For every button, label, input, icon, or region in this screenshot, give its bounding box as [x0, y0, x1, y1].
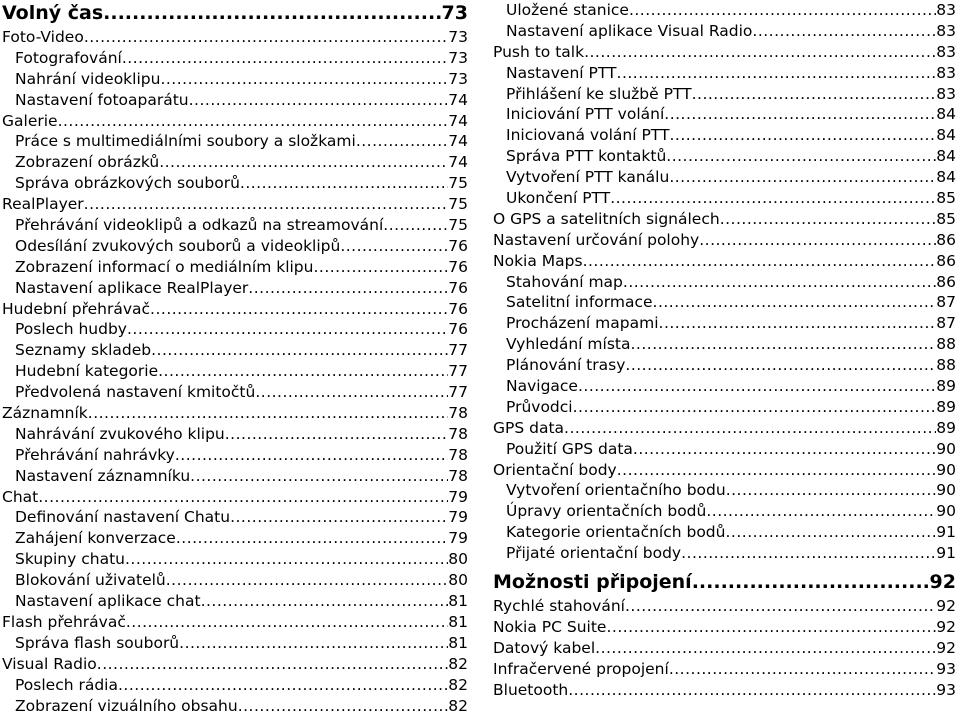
toc-entry-title: GPS data	[493, 418, 565, 437]
heading-page-number: 92	[929, 571, 956, 594]
dot-leader	[669, 125, 936, 146]
dot-leader	[383, 215, 448, 236]
toc-entry-page-number: 77	[448, 341, 468, 360]
toc-entry	[2, 549, 468, 570]
dot-leader	[578, 376, 936, 397]
dot-leader	[150, 299, 448, 320]
section-heading-moznosti-pripojeni	[493, 569, 956, 595]
toc-entry	[493, 0, 956, 21]
toc-entry-page-number: 76	[448, 320, 468, 339]
toc-entry	[2, 131, 468, 152]
toc-entry-page-number: 80	[448, 571, 468, 590]
toc-entry-page-number: 78	[448, 445, 468, 464]
toc-entry-page-number: 89	[936, 418, 956, 437]
toc-entry	[2, 507, 468, 528]
dot-leader	[692, 84, 937, 105]
dot-leader	[151, 340, 448, 361]
dot-leader	[175, 445, 448, 466]
section-heading-volny-cas	[2, 0, 468, 26]
dot-leader	[160, 69, 448, 90]
toc-entry	[2, 528, 468, 549]
toc-entry-title: Orientační body	[493, 460, 617, 479]
toc-entry-title: Zahájení konverzace	[15, 529, 176, 548]
toc-entry	[2, 48, 468, 69]
toc-entry	[493, 146, 956, 167]
toc-entry-page-number: 81	[448, 592, 468, 611]
toc-entry-title: Vytvoření PTT kanálu	[506, 168, 670, 187]
toc-entry-page-number: 88	[936, 356, 956, 375]
toc-entry	[493, 439, 956, 460]
toc-entry-title: Nastavení PTT	[506, 63, 617, 82]
toc-entry-page-number: 76	[448, 278, 468, 297]
dot-leader	[189, 90, 449, 111]
dot-leader	[625, 596, 936, 617]
toc-entry-title: Infračervené propojení	[493, 659, 669, 678]
toc-entry	[493, 230, 956, 251]
dot-leader	[706, 501, 936, 522]
toc-entry-page-number: 91	[936, 544, 956, 563]
toc-entry	[493, 167, 956, 188]
heading-title: Možnosti připojení	[493, 571, 692, 594]
toc-entry-page-number: 80	[448, 550, 468, 569]
toc-entry-title: Správa obrázkových souborů	[15, 174, 240, 193]
dot-leader	[720, 209, 937, 230]
toc-entry-title: Hudební přehrávač	[2, 299, 151, 318]
toc-entry-title: Kategorie orientačních bodů	[506, 523, 726, 542]
toc-entry-page-number: 93	[936, 680, 956, 699]
toc-entry-page-number: 75	[448, 174, 468, 193]
dot-leader	[38, 487, 448, 508]
toc-entry-page-number: 89	[936, 397, 956, 416]
toc-entry-title: Poslech rádia	[15, 675, 118, 694]
toc-entry-title: Správa PTT kontaktů	[506, 147, 667, 166]
toc-entry-page-number: 91	[936, 523, 956, 542]
toc-entry-title: Záznamník	[2, 404, 88, 423]
dot-leader	[584, 42, 936, 63]
toc-entry-page-number: 92	[936, 617, 956, 636]
dot-leader	[201, 591, 449, 612]
toc-entry-title: Zobrazení obrázků	[15, 153, 160, 172]
toc-entry-title: Rychlé stahování	[493, 597, 625, 616]
dot-leader	[248, 278, 448, 299]
toc-entry	[2, 319, 468, 340]
toc-entry-page-number: 83	[936, 1, 956, 19]
toc-entry-title: RealPlayer	[2, 195, 84, 214]
dot-leader	[88, 403, 448, 424]
toc-entry-page-number: 76	[448, 257, 468, 276]
toc-entry-title: Nastavení záznamníku	[15, 466, 191, 485]
toc-entry-title: Přijaté orientační body	[506, 544, 682, 563]
toc-entry-page-number: 82	[448, 675, 468, 694]
toc-entry-title: Přehrávání nahrávky	[15, 445, 175, 464]
toc-entry-title: Foto-Video	[2, 28, 84, 46]
dot-leader	[103, 0, 441, 26]
toc-entry-title: Nokia PC Suite	[493, 617, 607, 636]
toc-entry-title: Navigace	[506, 377, 578, 396]
toc-entry-page-number: 78	[448, 404, 468, 423]
dot-leader	[190, 466, 448, 487]
toc-column-left	[2, 0, 468, 716]
toc-entry-page-number: 93	[936, 659, 956, 678]
dot-leader	[356, 131, 448, 152]
toc-entry-title: Chat	[2, 487, 39, 506]
toc-entry-page-number: 86	[936, 272, 956, 291]
toc-entry	[493, 188, 956, 209]
toc-entry	[2, 633, 468, 654]
dot-leader	[573, 397, 937, 418]
toc-entry-page-number: 86	[936, 230, 956, 249]
dot-leader	[340, 236, 448, 257]
dot-leader	[725, 522, 936, 543]
toc-entry	[2, 382, 468, 403]
toc-entry-title: Nastavení fotoaparátu	[15, 90, 189, 109]
toc-entry-page-number: 90	[936, 481, 956, 500]
dot-leader	[84, 194, 449, 215]
dot-leader	[659, 313, 937, 334]
toc-entry-page-number: 84	[936, 147, 956, 166]
toc-entry-title: Stahování map	[506, 272, 623, 291]
toc-entry-page-number: 84	[936, 168, 956, 187]
dot-leader	[653, 292, 937, 313]
dot-leader	[625, 355, 936, 376]
toc-entry-title: Vytvoření orientačního bodu	[506, 481, 726, 500]
dot-leader	[176, 528, 448, 549]
dot-leader	[606, 617, 936, 638]
toc-entry-title: Úpravy orientačních bodů	[506, 502, 707, 521]
toc-entry-page-number: 74	[448, 132, 468, 151]
toc-entry-title: Iniciování PTT volání	[506, 105, 665, 124]
toc-entry-page-number: 92	[936, 638, 956, 657]
toc-entry-page-number: 77	[448, 362, 468, 381]
toc-entry	[2, 424, 468, 445]
toc-entry-title: Ukončení PTT	[506, 189, 611, 208]
toc-entry-page-number: 86	[936, 251, 956, 270]
dot-leader	[158, 361, 448, 382]
toc-entry-page-number: 73	[448, 69, 468, 88]
toc-entry	[493, 334, 956, 355]
toc-entry	[2, 152, 468, 173]
dot-leader	[630, 334, 936, 355]
toc-entry	[493, 355, 956, 376]
toc-entry-title: Flash přehrávač	[2, 612, 126, 631]
toc-entry	[2, 215, 468, 236]
toc-entry-page-number: 82	[448, 696, 468, 715]
toc-entry	[2, 570, 468, 591]
toc-entry-title: Datový kabel	[493, 638, 596, 657]
toc-entry-page-number: 74	[448, 111, 468, 130]
toc-entry-page-number: 84	[936, 105, 956, 124]
toc-entry	[493, 460, 956, 481]
toc-entry	[493, 84, 956, 105]
toc-entry-page-number: 82	[448, 654, 468, 673]
dot-leader	[726, 480, 937, 501]
dot-leader	[179, 633, 448, 654]
toc-entry-page-number: 73	[448, 28, 468, 46]
dot-leader	[699, 230, 936, 251]
toc-entry	[2, 340, 468, 361]
toc-entry-title: Plánování trasy	[506, 356, 626, 375]
dot-leader	[595, 638, 936, 659]
toc-entry-title: Nahrání videoklipu	[15, 69, 161, 88]
toc-entry	[493, 480, 956, 501]
toc-entry-page-number: 75	[448, 195, 468, 214]
dot-leader	[58, 111, 449, 132]
dot-leader	[681, 543, 936, 564]
toc-entry-title: Přihlášení ke službě PTT	[506, 84, 692, 103]
dot-leader	[230, 507, 448, 528]
dot-leader	[126, 612, 448, 633]
toc-entry-page-number: 85	[936, 189, 956, 208]
toc-entry	[2, 654, 468, 675]
toc-entry	[493, 251, 956, 272]
dot-leader	[752, 21, 936, 42]
toc-entry-title: Visual Radio	[2, 654, 97, 673]
dot-leader	[664, 104, 936, 125]
toc-entry-title: Použití GPS data	[506, 439, 633, 458]
toc-entries-right-top	[493, 0, 956, 564]
toc-entry-title: Odesílání zvukových souborů a videoklipů	[15, 236, 341, 255]
toc-entry	[493, 638, 956, 659]
toc-entry-title: Nastavení aplikace Visual Radio	[506, 21, 753, 40]
toc-entry	[493, 209, 956, 230]
toc-entry-title: Iniciovaná volání PTT	[506, 126, 670, 145]
toc-entry-title: Nastavení určování polohy	[493, 230, 700, 249]
toc-entry-title: Vyhledání místa	[506, 335, 631, 354]
toc-entry	[2, 278, 468, 299]
toc-entry	[2, 299, 468, 320]
dot-leader	[225, 424, 449, 445]
toc-entry-title: Procházení mapami	[506, 314, 659, 333]
toc-entry-title: Průvodci	[506, 397, 573, 416]
toc-entry	[2, 111, 468, 132]
toc-entry-page-number: 88	[936, 335, 956, 354]
dot-leader	[255, 382, 448, 403]
toc-entries-left	[2, 27, 468, 716]
dot-leader	[568, 680, 936, 701]
toc-entry-title: Předvolená nastavení kmitočtů	[15, 383, 256, 402]
toc-entry	[493, 21, 956, 42]
toc-entry-page-number: 90	[936, 460, 956, 479]
toc-entry	[2, 236, 468, 257]
dot-leader	[623, 272, 936, 293]
toc-entry	[493, 42, 956, 63]
dot-leader	[617, 460, 937, 481]
toc-entry	[493, 522, 956, 543]
toc-entry-page-number: 83	[936, 42, 956, 61]
toc-entry-page-number: 90	[936, 439, 956, 458]
toc-entry-title: Fotografování	[15, 48, 122, 67]
toc-entry	[2, 696, 468, 717]
toc-entry-title: Práce s multimediálními soubory a složkami	[15, 132, 356, 151]
toc-entry	[2, 403, 468, 424]
toc-entry-page-number: 87	[936, 314, 956, 333]
toc-entry	[493, 501, 956, 522]
toc-entry-title: Zobrazení informací o mediálním klipu	[15, 257, 314, 276]
toc-entry-page-number: 83	[936, 21, 956, 40]
toc-entry-title: Bluetooth	[493, 680, 569, 699]
toc-entry-page-number: 83	[936, 63, 956, 82]
toc-entry-title: Správa flash souborů	[15, 633, 180, 652]
toc-entry-page-number: 75	[448, 216, 468, 235]
toc-entry	[493, 104, 956, 125]
dot-leader	[692, 569, 930, 595]
toc-entry-page-number: 92	[936, 597, 956, 616]
toc-entry	[2, 69, 468, 90]
dot-leader	[166, 570, 449, 591]
dot-leader	[610, 188, 936, 209]
toc-entry-page-number: 74	[448, 153, 468, 172]
dot-leader	[583, 251, 937, 272]
toc-entry	[2, 612, 468, 633]
dot-leader	[313, 257, 448, 278]
toc-entry	[2, 27, 468, 48]
dot-leader	[240, 173, 448, 194]
dot-leader	[84, 27, 448, 48]
toc-entry-title: Nastavení aplikace RealPlayer	[15, 278, 249, 297]
dot-leader	[669, 167, 936, 188]
dot-leader	[97, 654, 449, 675]
toc-entry-page-number: 78	[448, 466, 468, 485]
toc-entry-title: Poslech hudby	[15, 320, 127, 339]
toc-entry-title: Push to talk	[493, 42, 585, 61]
toc-entry-title: Definování nastavení Chatu	[15, 508, 231, 527]
toc-column-right	[493, 0, 956, 701]
toc-entry	[493, 292, 956, 313]
toc-entry-title: Seznamy skladeb	[15, 341, 152, 360]
toc-entry-title: Satelitní informace	[506, 293, 653, 312]
toc-entry-page-number: 87	[936, 293, 956, 312]
toc-entry	[493, 313, 956, 334]
dot-leader	[666, 146, 936, 167]
toc-entry-page-number: 90	[936, 502, 956, 521]
toc-entry	[2, 257, 468, 278]
toc-entry	[2, 466, 468, 487]
toc-entry	[493, 376, 956, 397]
toc-entry-title: Hudební kategorie	[15, 362, 159, 381]
toc-entry	[493, 680, 956, 701]
toc-entry-page-number: 76	[448, 299, 468, 318]
dot-leader	[564, 418, 936, 439]
toc-entry	[493, 397, 956, 418]
toc-entry	[2, 194, 468, 215]
toc-entry-page-number: 79	[448, 508, 468, 527]
toc-entry-page-number: 79	[448, 529, 468, 548]
toc-entry-page-number: 73	[448, 48, 468, 67]
toc-entry	[493, 596, 956, 617]
toc-entry-title: O GPS a satelitních signálech	[493, 209, 720, 228]
toc-entry	[2, 361, 468, 382]
toc-entry-page-number: 76	[448, 236, 468, 255]
dot-leader	[633, 439, 936, 460]
dot-leader	[617, 63, 937, 84]
toc-entry	[493, 543, 956, 564]
toc-entry-page-number: 78	[448, 424, 468, 443]
dot-leader	[159, 152, 448, 173]
dot-leader	[669, 659, 936, 680]
toc-entry-page-number: 81	[448, 612, 468, 631]
toc-entry	[2, 90, 468, 111]
toc-entry	[493, 659, 956, 680]
toc-entry-page-number: 89	[936, 377, 956, 396]
heading-page-number: 73	[441, 2, 468, 24]
dot-leader	[629, 0, 936, 21]
toc-entry	[493, 63, 956, 84]
toc-entry-title: Blokování uživatelů	[15, 571, 166, 590]
dot-leader	[118, 675, 448, 696]
toc-entry-title: Nokia Maps	[493, 251, 583, 270]
toc-entries-right-bottom	[493, 596, 956, 700]
toc-entry	[2, 675, 468, 696]
toc-entry-title: Galerie	[2, 111, 58, 130]
toc-entry	[2, 487, 468, 508]
toc-entry	[493, 418, 956, 439]
toc-entry-title: Nastavení aplikace chat	[15, 592, 201, 611]
toc-entry-title: Zobrazení vizuálního obsahu	[15, 696, 238, 715]
dot-leader	[122, 48, 448, 69]
toc-entry	[2, 445, 468, 466]
dot-leader	[238, 696, 449, 717]
toc-entry	[493, 272, 956, 293]
toc-entry	[2, 173, 468, 194]
toc-entry-title: Přehrávání videoklipů a odkazů na streamování	[15, 216, 384, 235]
toc-entry	[2, 591, 468, 612]
dot-leader	[127, 319, 448, 340]
toc-entry	[493, 125, 956, 146]
toc-entry-page-number: 85	[936, 209, 956, 228]
dot-leader	[125, 549, 448, 570]
toc-entry-page-number: 81	[448, 633, 468, 652]
toc-entry-page-number: 83	[936, 84, 956, 103]
toc-entry-page-number: 74	[448, 90, 468, 109]
toc-entry-page-number: 84	[936, 126, 956, 145]
toc-entry	[493, 617, 956, 638]
toc-entry-page-number: 79	[448, 487, 468, 506]
toc-entry-title: Nahrávání zvukového klipu	[15, 424, 225, 443]
heading-title: Volný čas	[2, 2, 104, 24]
toc-entry-title: Skupiny chatu	[15, 550, 125, 569]
toc-entry-page-number: 77	[448, 383, 468, 402]
toc-entry-title: Uložené stanice	[506, 1, 629, 19]
